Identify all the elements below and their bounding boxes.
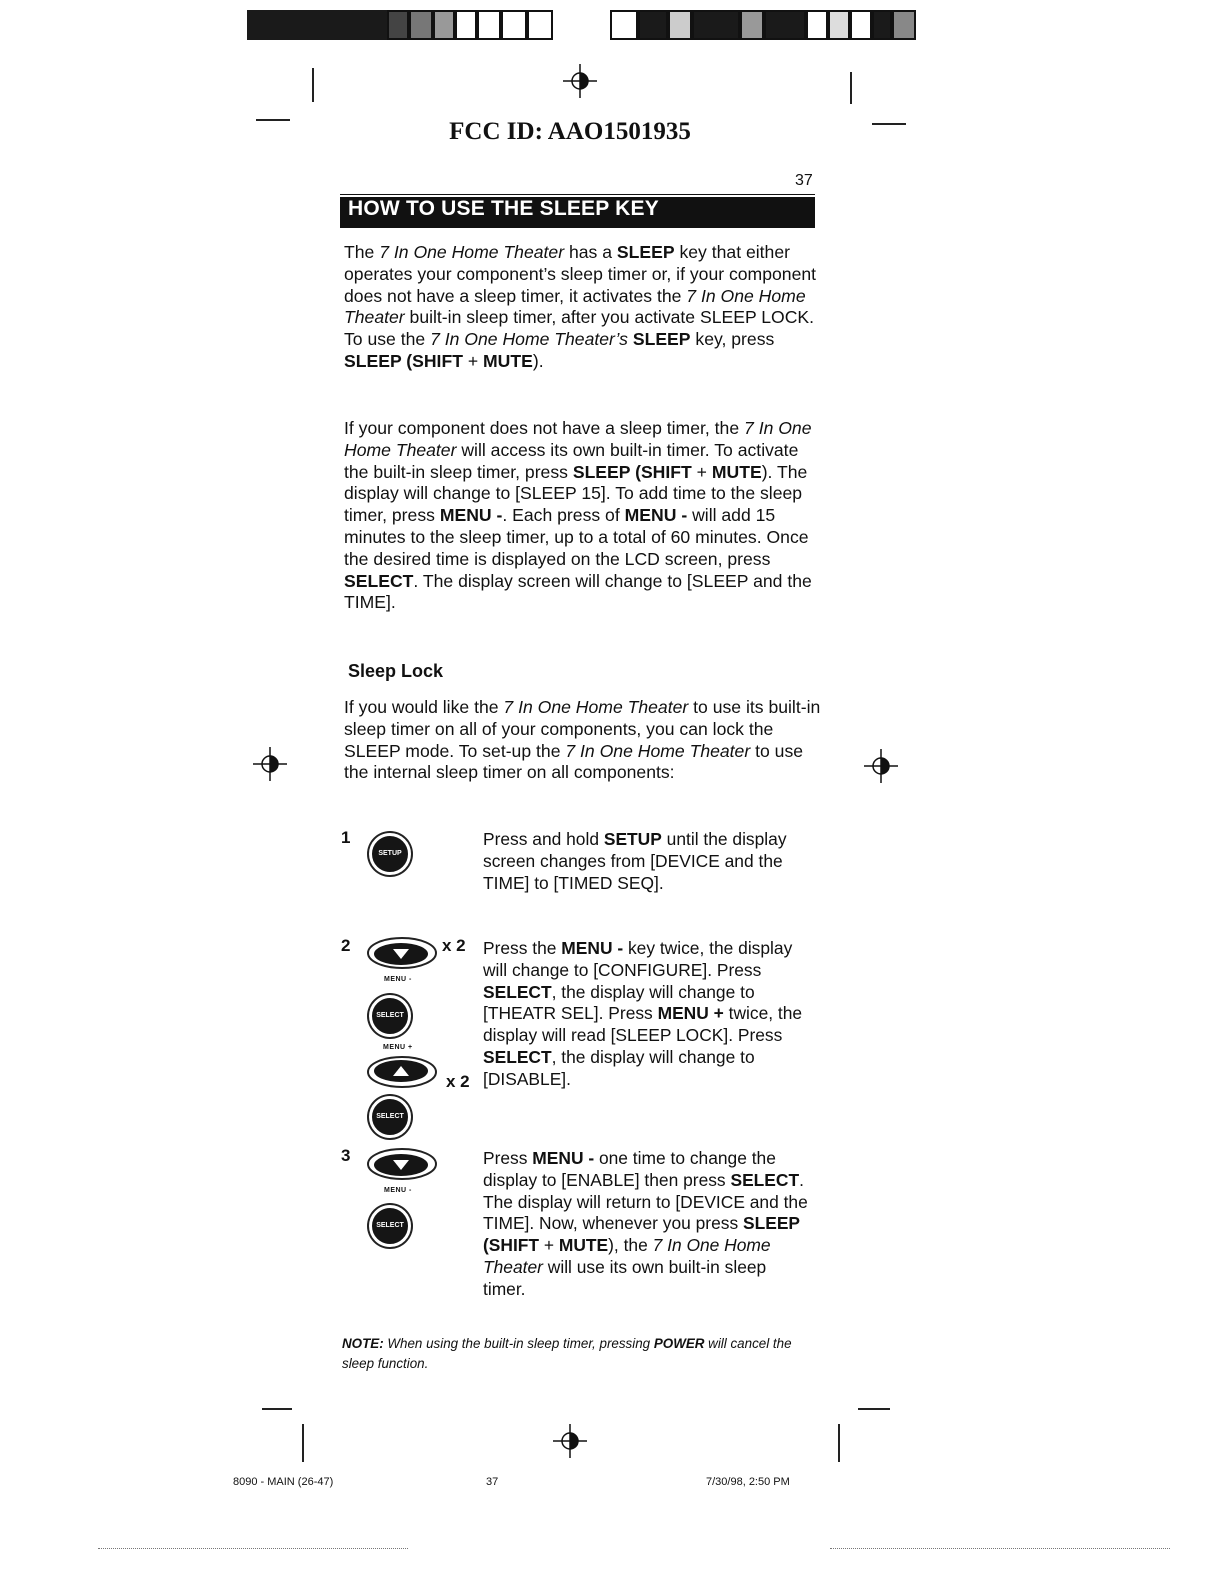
- menu-plus-caption: MENU +: [383, 1044, 413, 1051]
- bar-cell: [610, 10, 638, 40]
- bar-cell: [433, 10, 455, 40]
- bar-cell: [477, 10, 501, 40]
- registration-target-icon: [253, 747, 287, 781]
- bar-cell: [387, 10, 409, 40]
- menu-down-button-icon: [366, 1146, 438, 1182]
- page-number: 37: [795, 172, 813, 189]
- sleep-timer-paragraph: If your component does not have a sleep timer, the 7 In One Home Theater will access its own built-in timer. To activate the built-in sleep timer, press SLEEP (SHIFT + MUTE). The display will change to [SLEEP 15]. To add time to the sleep timer, press MENU -. Each press of MENU - will add 15 minutes to the sleep timer, up to a total of 60 minutes. Once the desired time is displayed on the LCD screen, press SELECT. The display screen will change to [SLEEP and the TIME].: [344, 418, 812, 613]
- select-button-icon: SELECT: [369, 1096, 411, 1138]
- intro-paragraph: The 7 In One Home Theater has a SLEEP key that either operates your component’s sleep timer or, if your component does not have a sleep timer, it activates the 7 In One Home Theater built-in sleep timer, after you activate SLEEP LOCK. To use the 7 In One Home Theater’s SLEEP key, press SLEEP (SHIFT + MUTE).: [344, 242, 817, 371]
- footer-job-label: 8090 - MAIN (26-47): [233, 1476, 334, 1488]
- step-number: 3: [341, 1146, 351, 1165]
- section-banner: [340, 194, 815, 228]
- bar-cell: [892, 10, 916, 40]
- bar-cell: [806, 10, 828, 40]
- bottom-dotted-edge: [830, 1548, 1170, 1549]
- bar-cell: [409, 10, 433, 40]
- bar-cell: [527, 10, 553, 40]
- step-number: 1: [341, 828, 351, 847]
- bar-cell: [668, 10, 692, 40]
- select-button-icon: SELECT: [369, 995, 411, 1037]
- times-two-label: x 2: [442, 936, 466, 955]
- crop-mark: [312, 68, 314, 102]
- bottom-dotted-edge: [98, 1548, 408, 1549]
- note-paragraph: NOTE: When using the built-in sleep timer, pressing POWER will cancel the sleep function.: [342, 1336, 792, 1371]
- menu-down-button-icon: [366, 935, 438, 971]
- bar-cell: [455, 10, 477, 40]
- bar-cell: [692, 10, 740, 40]
- crop-mark: [850, 72, 852, 104]
- bar-cell: [247, 10, 387, 40]
- crop-mark: [858, 1408, 890, 1410]
- step-1-text: Press and hold SETUP until the display screen changes from [DEVICE and the TIME] to [TIMED SEQ].: [483, 829, 787, 893]
- crop-mark: [262, 1408, 292, 1410]
- bar-cell: [872, 10, 892, 40]
- footer-page-number: 37: [486, 1476, 499, 1488]
- bar-cell: [501, 10, 527, 40]
- step-3-text: Press MENU - one time to change the display to [ENABLE] then press SELECT. The display will return to [DEVICE and the TIME]. Now, whenever you press SLEEP (SHIFT + MUTE), the 7 In One Home Theater will use its own built-in sleep timer.: [483, 1148, 808, 1299]
- setup-button-icon: SETUP: [369, 833, 411, 875]
- step-number: 2: [341, 936, 351, 955]
- menu-minus-caption: MENU -: [384, 1187, 412, 1194]
- select-button-icon: SELECT: [369, 1205, 411, 1247]
- menu-up-button-icon: [366, 1054, 438, 1090]
- registration-target-icon: [553, 1424, 587, 1458]
- bar-cell: [828, 10, 850, 40]
- bar-cell: [638, 10, 668, 40]
- bar-cell: [740, 10, 764, 40]
- section-title: HOW TO USE THE SLEEP KEY: [348, 197, 659, 220]
- sleep-lock-heading: Sleep Lock: [348, 661, 444, 681]
- registration-target-icon: [563, 64, 597, 98]
- crop-mark: [838, 1424, 840, 1462]
- fcc-id-heading: FCC ID: AAO1501935: [449, 118, 691, 145]
- crop-mark: [302, 1424, 304, 1462]
- step-2-text: Press the MENU - key twice, the display will change to [CONFIGURE]. Press SELECT, the display will change to [THEATR SEL]. Press MENU + twice, the display will read [SLEEP LOCK]. Press SELECT, the display will change to [DISABLE].: [483, 938, 803, 1089]
- sleep-lock-paragraph: If you would like the 7 In One Home Theater to use its built-in sleep timer on all of your components, you can lock the SLEEP mode. To set-up the 7 In One Home Theater to use the internal sleep timer on all components:: [344, 697, 821, 783]
- footer-timestamp: 7/30/98, 2:50 PM: [706, 1476, 790, 1488]
- registration-target-icon: [864, 749, 898, 783]
- bar-cell: [850, 10, 872, 40]
- bar-cell: [764, 10, 806, 40]
- menu-minus-caption: MENU -: [384, 976, 412, 983]
- times-two-label: x 2: [446, 1072, 470, 1091]
